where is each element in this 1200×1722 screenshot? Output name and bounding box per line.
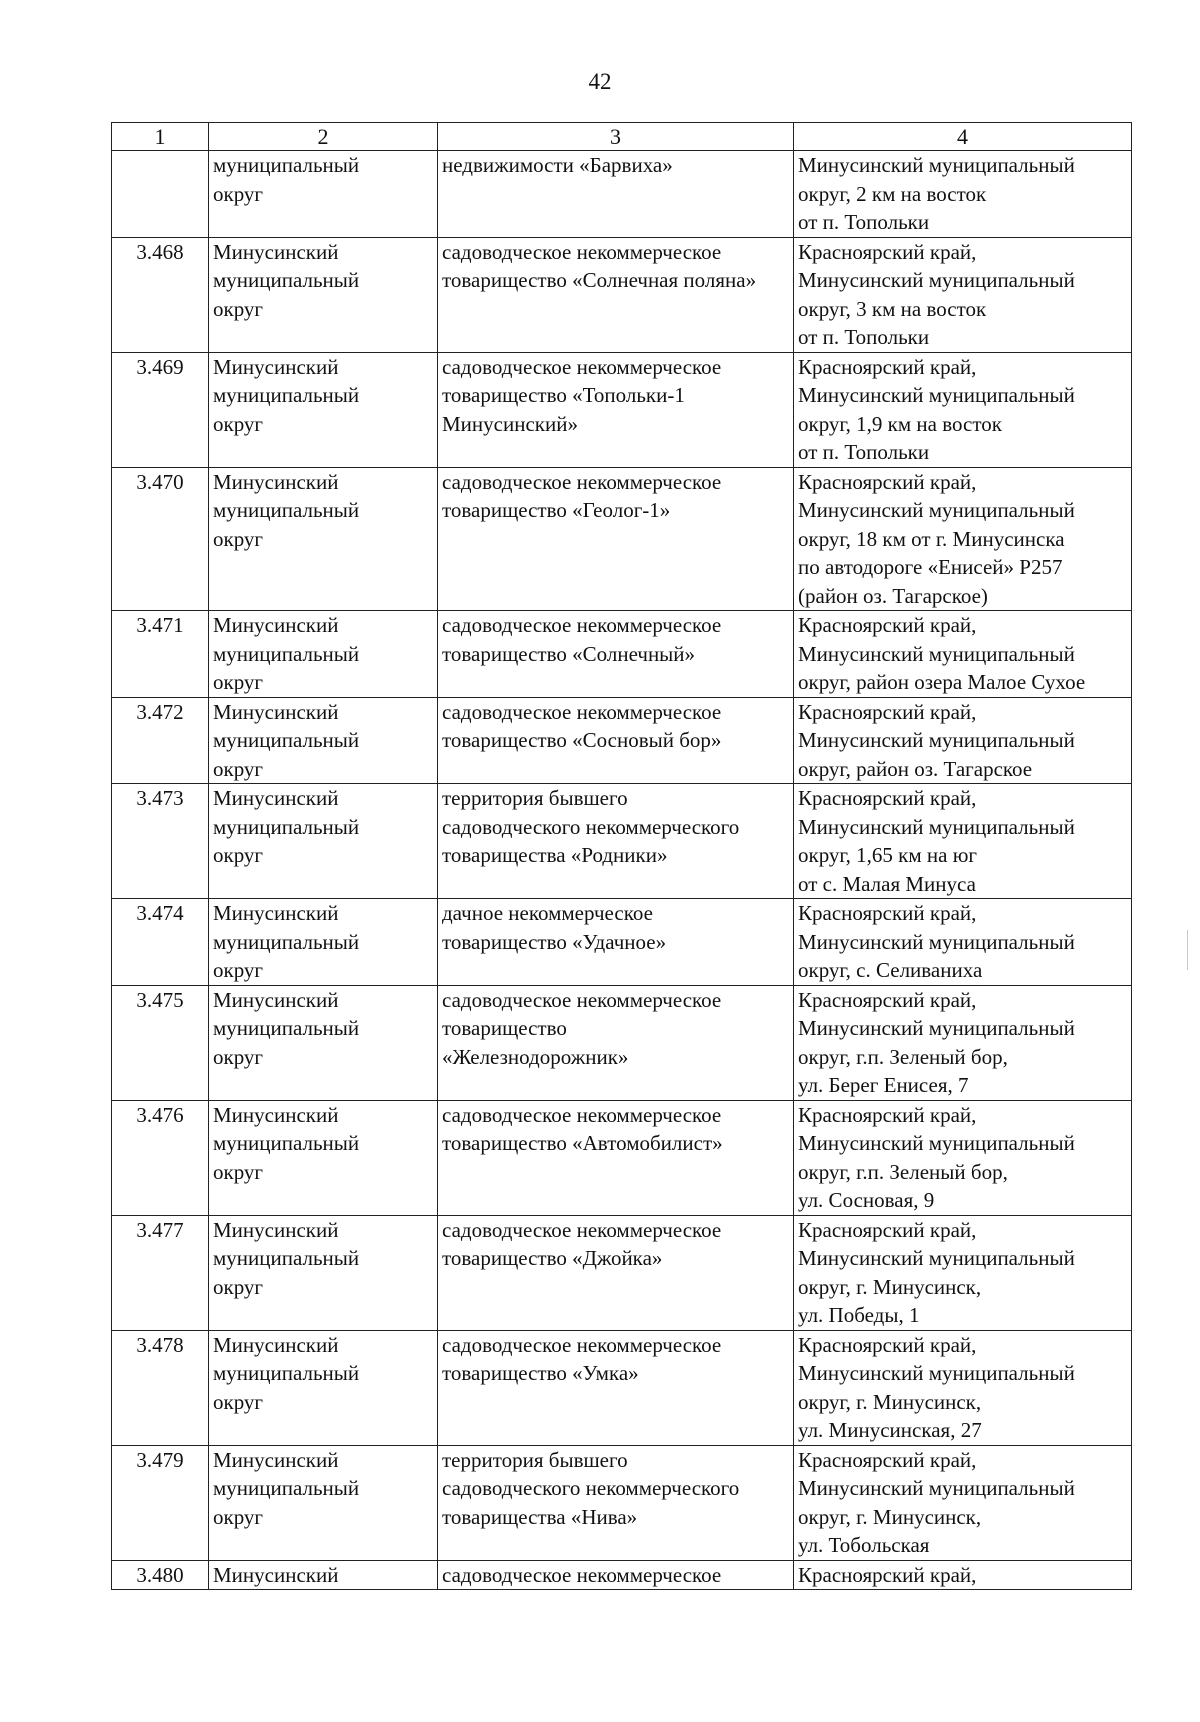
territory-name-cell (438, 611, 794, 698)
municipality-cell (209, 151, 438, 238)
cell-line: от п. Топольки (798, 210, 930, 234)
cell-line: округ, 1,9 км на восток (798, 411, 1002, 436)
row-number: 3.468 (112, 237, 209, 352)
cell-line: территория бывшего (442, 1447, 628, 1472)
row-number: 3.472 (112, 697, 209, 784)
cell-line: Минусинский муниципальный (798, 268, 1075, 292)
location-cell (794, 899, 1132, 986)
cell-line: ул. Берег Енисея, 7 (798, 1073, 969, 1097)
table-header-row (112, 123, 1132, 151)
cell-line: муниципальный (213, 728, 360, 752)
location-cell (794, 352, 1132, 467)
cell-line: садоводческое некоммерческое (442, 987, 722, 1012)
cell-line: Минусинский муниципальный (798, 153, 1075, 177)
cell-line: муниципальный (213, 383, 360, 407)
cell-line: садоводческое некоммерческое (442, 239, 722, 264)
table-row (112, 611, 1132, 698)
cell-line: Красноярский край, (798, 1332, 977, 1357)
cell-line: округ (213, 958, 264, 982)
cell-line: Минусинский (213, 1562, 339, 1587)
cell-line: Минусинский (213, 239, 339, 264)
cell-line: округ (213, 526, 264, 551)
table-row (112, 1100, 1132, 1215)
cell-line: садоводческое некоммерческое (442, 1562, 722, 1587)
location-cell (794, 237, 1132, 352)
municipality-cell (209, 1330, 438, 1445)
cell-line: округ (213, 1159, 264, 1184)
location-cell (794, 1445, 1132, 1560)
column-header-1: 1 (112, 123, 209, 151)
cell-line: товарищество «Геолог-1» (442, 498, 671, 522)
cell-line: округ (213, 1504, 264, 1529)
cell-line: Минусинский (213, 1447, 339, 1472)
cell-line: округ, г.п. Зеленый бор, (798, 1159, 1008, 1184)
cell-line: Красноярский край, (798, 239, 977, 264)
cell-line: Минусинский муниципальный (798, 383, 1075, 407)
table-row (112, 352, 1132, 467)
cell-line: от с. Малая Минуса (798, 871, 976, 896)
row-number: 3.479 (112, 1445, 209, 1560)
territory-name-cell (438, 1215, 794, 1330)
scan-fold-mark (1187, 930, 1188, 970)
cell-line: муниципальный (213, 1131, 360, 1155)
cell-line: округ, район оз. Тагарское (798, 756, 1033, 781)
column-header-3: 3 (438, 123, 794, 151)
cell-line: Минусинский» (442, 411, 578, 436)
cell-line: Минусинский (213, 469, 339, 494)
cell-line: Минусинский муниципальный (798, 1361, 1075, 1385)
cell-line: округ, 3 км на восток (798, 296, 987, 321)
table-row (112, 985, 1132, 1100)
cell-line: товарищество «Удачное» (442, 929, 667, 954)
cell-line: Минусинский муниципальный (798, 1131, 1075, 1155)
cell-line: «Железнодорожник» (442, 1044, 629, 1069)
cell-line: садоводческое некоммерческое (442, 1102, 722, 1127)
cell-line: ул. Минусинская, 27 (798, 1418, 982, 1442)
cell-line: Минусинский (213, 613, 339, 637)
table-row (112, 151, 1132, 238)
registry-table (111, 122, 1132, 1590)
cell-line: округ (213, 181, 264, 206)
cell-line: Минусинский муниципальный (798, 728, 1075, 752)
territory-name-cell (438, 1330, 794, 1445)
municipality-cell (209, 611, 438, 698)
territory-name-cell (438, 784, 794, 899)
cell-line: Минусинский муниципальный (798, 1016, 1075, 1040)
table-row (112, 899, 1132, 986)
territory-name-cell (438, 697, 794, 784)
cell-line: территория бывшего (442, 786, 628, 810)
location-cell (794, 151, 1132, 238)
territory-name-cell (438, 467, 794, 611)
cell-line: Минусинский (213, 987, 339, 1012)
cell-line: Красноярский край, (798, 1102, 977, 1127)
cell-line: муниципальный (213, 498, 360, 522)
cell-line: Минусинский (213, 901, 339, 925)
cell-line: муниципальный (213, 153, 360, 177)
municipality-cell (209, 1445, 438, 1560)
table-row (112, 237, 1132, 352)
cell-line: Красноярский край, (798, 786, 977, 810)
cell-line: округ, район озера Малое Сухое (798, 670, 1086, 694)
cell-line: по автодороге «Енисей» Р257 (798, 555, 1063, 579)
row-number: 3.471 (112, 611, 209, 698)
cell-line: муниципальный (213, 814, 360, 839)
cell-line: округ, 1,65 км на юг (798, 843, 978, 867)
cell-line: Красноярский край, (798, 469, 977, 494)
location-cell (794, 1560, 1132, 1590)
cell-line: товарищества «Нива» (442, 1504, 638, 1529)
row-number: 3.475 (112, 985, 209, 1100)
table-row (112, 1445, 1132, 1560)
municipality-cell (209, 1560, 438, 1590)
cell-line: округ, г.п. Зеленый бор, (798, 1044, 1008, 1069)
row-number: 3.474 (112, 899, 209, 986)
municipality-cell (209, 784, 438, 899)
row-number (112, 151, 209, 238)
cell-line: муниципальный (213, 929, 360, 954)
cell-line: Красноярский край, (798, 699, 977, 724)
cell-line: Красноярский край, (798, 987, 977, 1012)
row-number: 3.473 (112, 784, 209, 899)
location-cell (794, 467, 1132, 611)
cell-line: садоводческое некоммерческое (442, 1217, 722, 1242)
cell-line: муниципальный (213, 641, 360, 666)
row-number: 3.476 (112, 1100, 209, 1215)
cell-line: Красноярский край, (798, 354, 977, 379)
cell-line: от п. Топольки (798, 325, 930, 349)
cell-line: товарищество «Умка» (442, 1361, 639, 1385)
cell-line: недвижимости «Барвиха» (442, 153, 673, 177)
municipality-cell (209, 352, 438, 467)
cell-line: ул. Тобольская (798, 1533, 930, 1557)
row-number: 3.469 (112, 352, 209, 467)
territory-name-cell (438, 1100, 794, 1215)
municipality-cell (209, 899, 438, 986)
table-body (112, 151, 1132, 1590)
cell-line: Минусинский (213, 1217, 339, 1242)
row-number: 3.478 (112, 1330, 209, 1445)
cell-line: округ (213, 1389, 264, 1414)
cell-line: Минусинский муниципальный (798, 814, 1075, 839)
table-row (112, 697, 1132, 784)
cell-line: товарищество «Солнечная поляна» (442, 268, 757, 292)
territory-name-cell (438, 352, 794, 467)
cell-line: округ (213, 843, 264, 867)
cell-line: ул. Сосновая, 9 (798, 1188, 935, 1212)
cell-line: товарищество «Автомобилист» (442, 1131, 723, 1155)
cell-line: от п. Топольки (798, 440, 930, 464)
cell-line: садоводческое некоммерческое (442, 354, 722, 379)
territory-name-cell (438, 151, 794, 238)
cell-line: товарищество «Джойка» (442, 1246, 663, 1270)
cell-line: муниципальный (213, 1476, 360, 1500)
cell-line: округ, 2 км на восток (798, 181, 987, 206)
row-number: 3.480 (112, 1560, 209, 1590)
cell-line: садоводческого некоммерческого (442, 1476, 740, 1500)
cell-line: Красноярский край, (798, 613, 977, 637)
cell-line: округ (213, 756, 264, 781)
cell-line: округ, г. Минусинск, (798, 1274, 982, 1299)
cell-line: муниципальный (213, 1246, 360, 1270)
cell-line: округ (213, 670, 264, 694)
cell-line: товарищество (442, 1016, 567, 1040)
cell-line: округ, г. Минусинск, (798, 1504, 982, 1529)
cell-line: товарищество «Сосновый бор» (442, 728, 722, 752)
table-row (112, 1215, 1132, 1330)
table-row (112, 1330, 1132, 1445)
cell-line: товарищества «Родники» (442, 843, 668, 867)
cell-line: округ (213, 296, 264, 321)
page-number: 42 (588, 69, 612, 94)
cell-line: садоводческое некоммерческое (442, 699, 722, 724)
cell-line: муниципальный (213, 1361, 360, 1385)
cell-line: Минусинский (213, 786, 339, 810)
territory-name-cell (438, 1445, 794, 1560)
table-row (112, 467, 1132, 611)
cell-line: Красноярский край, (798, 1217, 977, 1242)
municipality-cell (209, 1215, 438, 1330)
cell-line: товарищество «Топольки-1 (442, 383, 685, 407)
cell-line: округ (213, 1274, 264, 1299)
municipality-cell (209, 985, 438, 1100)
cell-line: округ (213, 1044, 264, 1069)
location-cell (794, 1330, 1132, 1445)
cell-line: Красноярский край, (798, 901, 977, 925)
cell-line: Красноярский край, (798, 1562, 977, 1587)
municipality-cell (209, 1100, 438, 1215)
cell-line: муниципальный (213, 1016, 360, 1040)
territory-name-cell (438, 237, 794, 352)
cell-line: Минусинский (213, 699, 339, 724)
column-header-4: 4 (794, 123, 1132, 151)
column-header-2: 2 (209, 123, 438, 151)
location-cell (794, 697, 1132, 784)
cell-line: округ, г. Минусинск, (798, 1389, 982, 1414)
location-cell (794, 1100, 1132, 1215)
municipality-cell (209, 237, 438, 352)
cell-line: Минусинский муниципальный (798, 1476, 1075, 1500)
cell-line: садоводческое некоммерческое (442, 613, 722, 637)
table-row (112, 1560, 1132, 1590)
cell-line: садоводческого некоммерческого (442, 814, 740, 839)
row-number: 3.470 (112, 467, 209, 611)
municipality-cell (209, 467, 438, 611)
cell-line: Минусинский муниципальный (798, 498, 1075, 522)
cell-line: ул. Победы, 1 (798, 1303, 920, 1327)
location-cell (794, 1215, 1132, 1330)
cell-line: муниципальный (213, 268, 360, 292)
cell-line: Минусинский (213, 354, 339, 379)
cell-line: Минусинский муниципальный (798, 929, 1075, 954)
cell-line: садоводческое некоммерческое (442, 469, 722, 494)
location-cell (794, 985, 1132, 1100)
row-number: 3.477 (112, 1215, 209, 1330)
table-row (112, 784, 1132, 899)
territory-name-cell (438, 1560, 794, 1590)
cell-line: дачное некоммерческое (442, 901, 653, 925)
cell-line: товарищество «Солнечный» (442, 641, 696, 666)
cell-line: Минусинский муниципальный (798, 1246, 1075, 1270)
cell-line: садоводческое некоммерческое (442, 1332, 722, 1357)
cell-line: округ, 18 км от г. Минусинска (798, 526, 1065, 551)
cell-line: (район оз. Тагарское) (798, 583, 988, 608)
cell-line: округ, с. Селиваниха (798, 958, 983, 982)
cell-line: округ (213, 411, 264, 436)
territory-name-cell (438, 899, 794, 986)
municipality-cell (209, 697, 438, 784)
cell-line: Минусинский муниципальный (798, 641, 1075, 666)
cell-line: Минусинский (213, 1102, 339, 1127)
territory-name-cell (438, 985, 794, 1100)
location-cell (794, 784, 1132, 899)
location-cell (794, 611, 1132, 698)
cell-line: Красноярский край, (798, 1447, 977, 1472)
cell-line: Минусинский (213, 1332, 339, 1357)
